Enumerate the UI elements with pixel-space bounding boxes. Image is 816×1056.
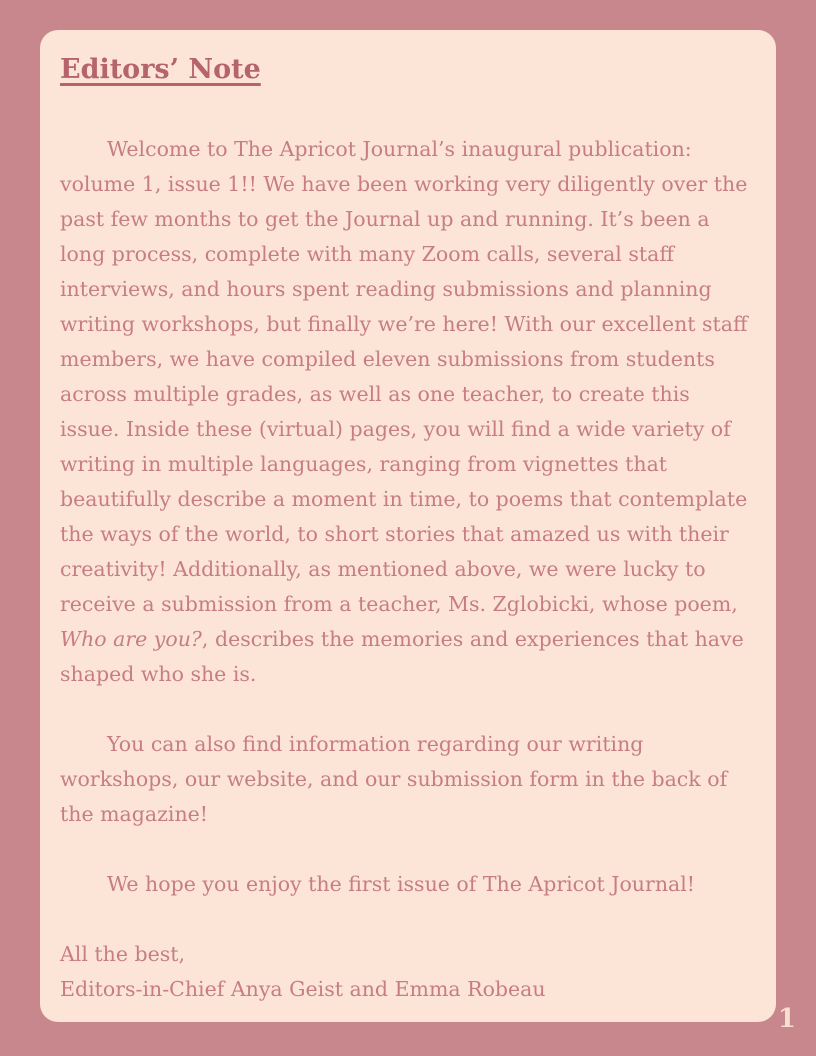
editors-note-card (40, 30, 776, 1022)
paragraph-welcome (60, 132, 750, 692)
poem-title-italic: Who are you? (60, 627, 202, 651)
paragraph-welcome-text: Welcome to The Apricot Journal’s inaugural publication: volume 1, issue 1!! We have been working very diligently over the past few months to get the Journal up and running. It’s been a long process, complete with many Zoom calls, several staff interviews, and hours spent reading submissions and planning writing workshops, but finally we’re here! With our excellent staff members, we have compiled eleven submissions from students across multiple grades, as well as one teacher, to create this issue. Inside these (virtual) pages, you will find a wide variety of writing in multiple languages, ranging from vignettes that beautifully describe a moment in time, to poems that contemplate the ways of the world, to short stories that amazed us with their creativity! Additionally, as mentioned above, we were lucky to receive a submission from a teacher, Ms. Zglobicki, whose poem, (60, 137, 748, 616)
page-number: 1 (777, 1004, 796, 1034)
closing-signature: Editors-in-Chief Anya Geist and Emma Robeau (60, 977, 546, 1001)
paragraph-hope: We hope you enjoy the first issue of The Apricot Journal! (107, 872, 696, 896)
paragraph-info: You can also find information regarding our writing workshops, our website, and our submission form in the back of the magazine! (60, 732, 728, 826)
paragraph-welcome-text-end: , describes the memories and experiences that have shaped who she is. (60, 627, 744, 686)
page-title: Editors’ Note (60, 54, 261, 85)
closing-salutation: All the best, (60, 942, 186, 966)
